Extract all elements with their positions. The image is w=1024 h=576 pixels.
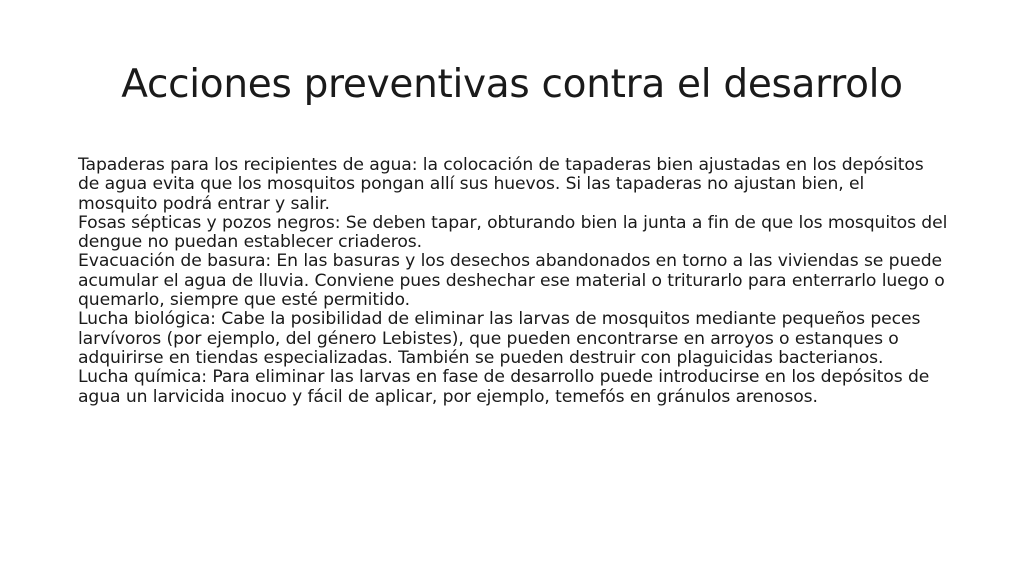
paragraph-fosas-septicas: Fosas sépticas y pozos negros: Se deben tapar, obturando bien la junta a fin de que los mosquitos del dengue no puedan establecer criaderos. — [78, 212, 948, 253]
paragraph-tapaderas: Tapaderas para los recipientes de agua: la colocación de tapaderas bien ajustadas en los depósitos de agua evita que los mosquitos pongan allí sus huevos. Si las tapaderas no ajustan bien, el mosquito podrá entrar y salir. — [78, 155, 924, 214]
slide-body — [78, 156, 948, 407]
paragraph-lucha-biologica: Lucha biológica: Cabe la posibilidad de eliminar las larvas de mosquitos mediante pequeños peces larvívoros (por ejemplo, del género Lebistes), que pueden encontrarse en arroyos o estanques o adquirirse en tiendas especializadas. También se pueden destruir con plaguicidas bacterianos. — [78, 309, 921, 368]
slide-title: Acciones preventivas contra el desarrolo — [121, 62, 903, 107]
paragraph-lucha-quimica: Lucha química: Para eliminar las larvas en fase de desarrollo puede introducirse en los depósitos de agua un larvicida inocuo y fácil de aplicar, por ejemplo, temefós en gránulos arenosos. — [78, 367, 930, 407]
paragraph-evacuacion-basura: Evacuación de basura: En las basuras y los desechos abandonados en torno a las viviendas se puede acumular el agua de lluvia. Conviene pues deshechar ese material o triturarlo para enterrarlo luego o quemarlo, siempre que esté permitido. — [78, 251, 945, 311]
